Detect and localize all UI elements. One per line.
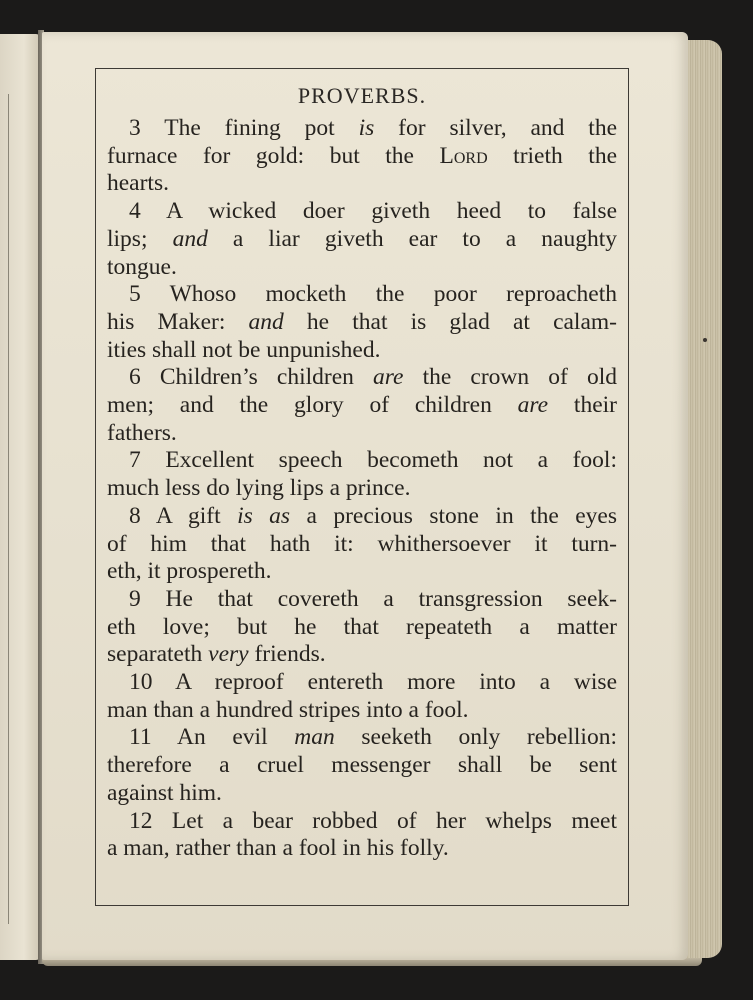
verse-11 bbox=[107, 724, 617, 807]
verse-line: 3 The fining pot is for silver, and the bbox=[129, 115, 617, 141]
verse-text bbox=[107, 115, 617, 863]
verse-9 bbox=[107, 586, 617, 669]
verse-3 bbox=[107, 115, 617, 198]
verse-line: 5 Whoso mocketh the poor reproacheth bbox=[129, 281, 617, 308]
text-frame bbox=[95, 68, 629, 906]
verse-line: 6 Children’s children are the crown of old bbox=[129, 364, 617, 391]
verse-line: lips; and a liar giveth ear to a naughty bbox=[107, 225, 618, 252]
verse-number: 4 bbox=[129, 198, 167, 225]
verse-8 bbox=[107, 503, 617, 586]
verse-6 bbox=[107, 364, 617, 447]
page-edges bbox=[686, 40, 722, 958]
verse-line: 8 A gift is as a precious stone in the eyes bbox=[129, 502, 618, 529]
verse-line: his Maker: and he that is glad at calam- bbox=[107, 308, 617, 335]
verse-line: 11 An evil man seeketh only rebellion: bbox=[129, 724, 617, 751]
verse-line: man than a hundred stripes into a fool. bbox=[107, 696, 469, 723]
verse-line: a man, rather than a fool in his folly. bbox=[107, 835, 449, 862]
verse-line: eth love; but he that repeateth a matter bbox=[107, 613, 617, 640]
previous-page-edge bbox=[0, 34, 40, 960]
verse-10 bbox=[107, 669, 617, 724]
verse-line: 12 Let a bear robbed of her whelps meet bbox=[129, 807, 617, 834]
verse-number: 5 bbox=[129, 281, 170, 308]
verse-line: therefore a cruel messenger shall be sent bbox=[107, 752, 617, 779]
verse-line: 10 A reproof entereth more into a wise bbox=[129, 669, 617, 696]
ink-dot bbox=[703, 338, 707, 342]
verse-line: 4 A wicked doer giveth heed to false bbox=[129, 198, 617, 225]
verse-line: furnace for gold: but the Lord trieth the bbox=[107, 142, 618, 169]
verse-line: against him. bbox=[107, 779, 222, 806]
verse-5 bbox=[107, 281, 617, 364]
verse-7 bbox=[107, 447, 617, 502]
verse-line: fathers. bbox=[107, 419, 177, 446]
verse-number: 10 bbox=[129, 669, 176, 696]
verse-line: eth, it prospereth. bbox=[107, 558, 272, 585]
verse-number: 7 bbox=[129, 447, 166, 474]
verse-line: separateth very friends. bbox=[107, 641, 326, 668]
verse-line: hearts. bbox=[107, 170, 169, 197]
verse-number: 11 bbox=[129, 724, 177, 751]
verse-line: much less do lying lips a prince. bbox=[107, 475, 411, 502]
verse-line: of him that hath it: whithersoever it turn- bbox=[107, 530, 617, 557]
verse-line: men; and the glory of children are their bbox=[107, 392, 617, 419]
verse-4 bbox=[107, 198, 617, 281]
running-head: PROVERBS. bbox=[297, 83, 427, 108]
verse-line: tongue. bbox=[107, 253, 177, 280]
verse-number: 3 bbox=[129, 115, 165, 141]
verse-line: ities shall not be unpunished. bbox=[107, 336, 381, 363]
previous-page-rule bbox=[8, 94, 9, 924]
verse-line: 7 Excellent speech becometh not a fool: bbox=[129, 447, 617, 474]
verse-12 bbox=[107, 808, 617, 863]
verse-line: 9 He that covereth a transgression seek- bbox=[129, 585, 617, 612]
verse-number: 9 bbox=[129, 585, 166, 612]
verse-number: 8 bbox=[129, 502, 156, 529]
verse-number: 6 bbox=[129, 364, 160, 391]
verse-number: 12 bbox=[129, 807, 172, 834]
